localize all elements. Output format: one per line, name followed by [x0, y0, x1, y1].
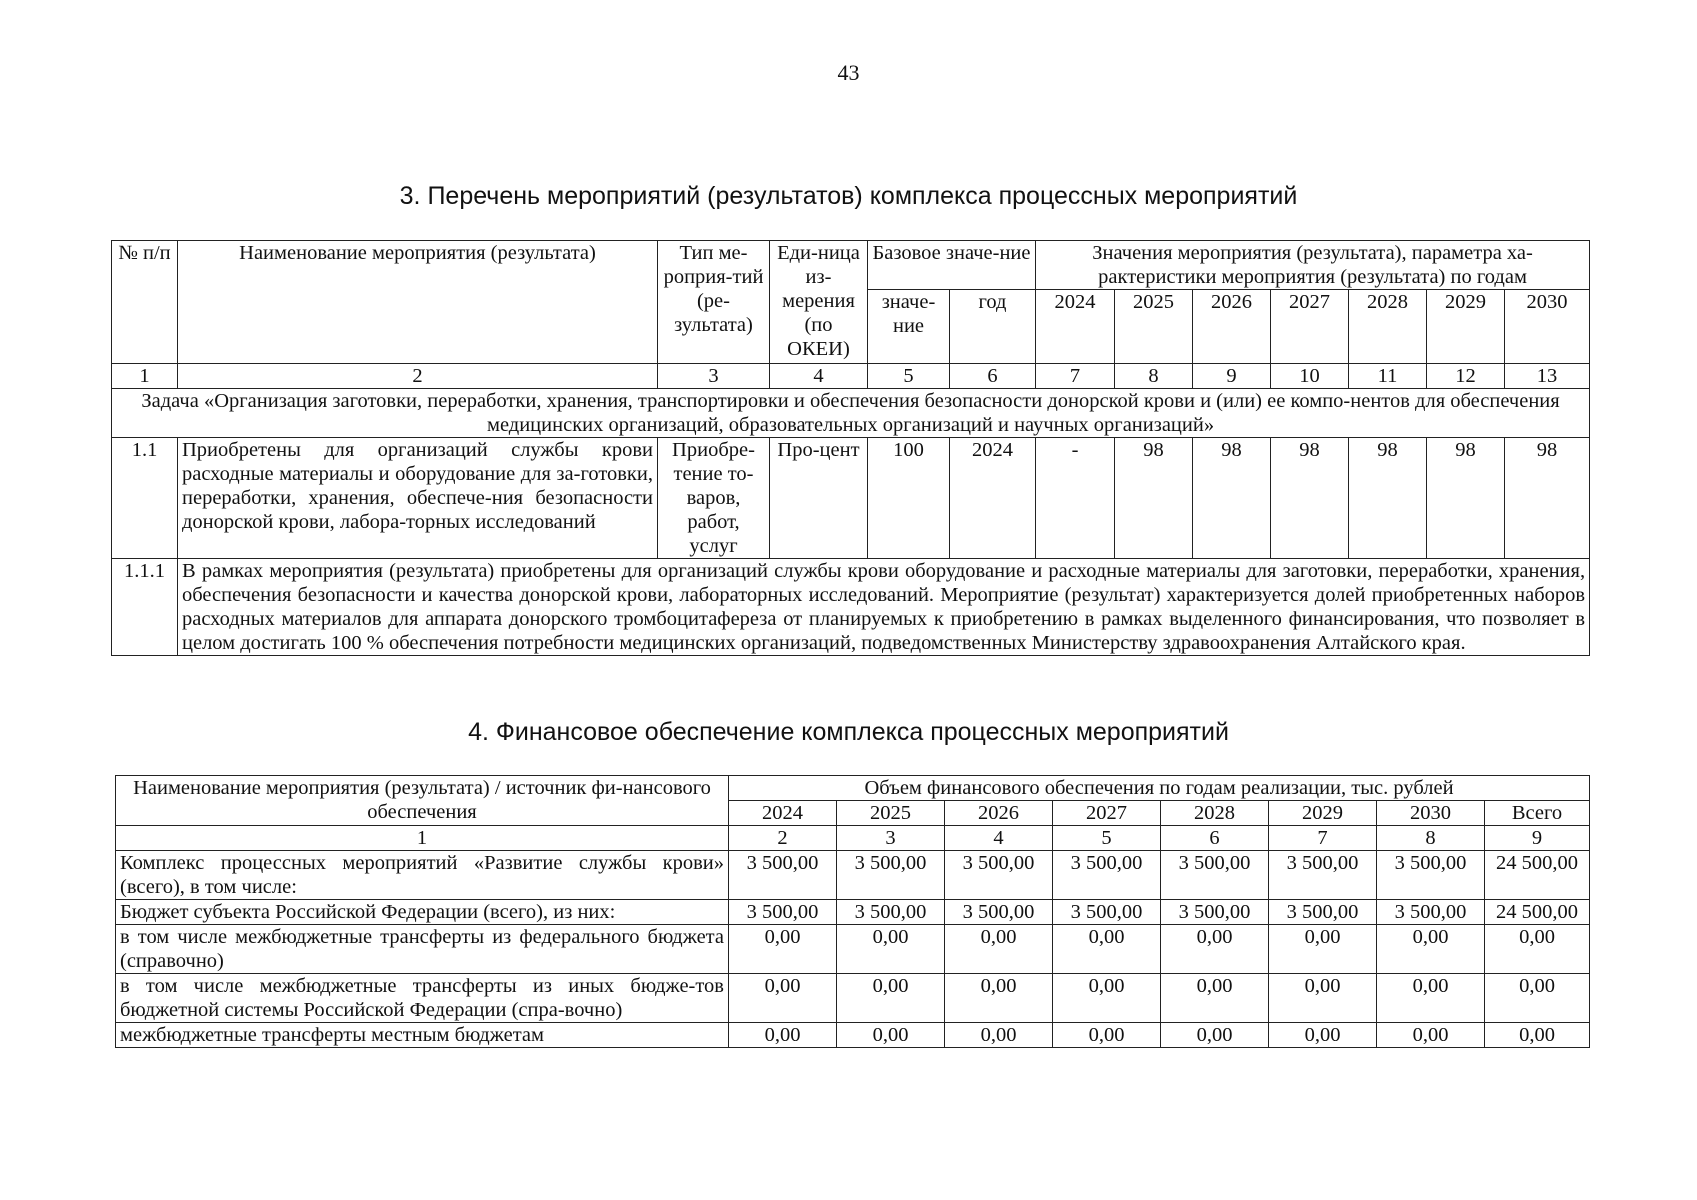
column-number: 4: [770, 364, 868, 389]
fin-value: 0,00: [837, 1023, 945, 1048]
fin-value: 3 500,00: [1377, 851, 1485, 900]
fin-value: 3 500,00: [1269, 851, 1377, 900]
fin-value-total: 0,00: [1485, 1023, 1590, 1048]
activity-value: 98: [1505, 438, 1590, 559]
activity-name: Приобретены для организаций службы крови расходные материалы и оборудование для за-готовки, переработки, хранения, обеспече-ния безопасности донорской крови, лабора-торных исследований: [178, 438, 658, 559]
fin-value: 0,00: [1053, 925, 1161, 974]
column-number: 5: [868, 364, 950, 389]
fin-value: 0,00: [1161, 974, 1269, 1023]
fin-value: 3 500,00: [1161, 900, 1269, 925]
activity-type: Приобре-тение то-варов, работ, услуг: [658, 438, 770, 559]
activity-value: -: [1036, 438, 1115, 559]
activity-base-value: 100: [868, 438, 950, 559]
column-number: 8: [1377, 826, 1485, 851]
fin-value: 0,00: [945, 1023, 1053, 1048]
fin-row-name: в том числе межбюджетные трансферты из иных бюдже-тов бюджетной системы Российской Федерации (спра-вочно): [116, 974, 729, 1023]
activity-description: В рамках мероприятия (результата) приобретены для организаций службы крови оборудование и расходные материалы для заготовки, переработки, хранения, обеспечения безопасности и качества донорской крови, лабораторных исследований. Мероприятие (результат) характеризуется долей приобретенных наборов расходных материалов для аппарата донорского тромбоцитафереза от планируемых к приобретению в рамках выделенного финансирования, что позволяет в целом достигать 100 % обеспечения потребности медицинских организаций, подведомственных Министерству здравоохранения Алтайского края.: [178, 559, 1590, 656]
activity-unit: Про-цент: [770, 438, 868, 559]
fin-value: 3 500,00: [837, 900, 945, 925]
column-number: 11: [1349, 364, 1427, 389]
header-unit: Еди-ница из-мерения (по ОКЕИ): [770, 241, 868, 364]
fin-value-total: 0,00: [1485, 925, 1590, 974]
fin-value: 0,00: [729, 925, 837, 974]
column-number: 12: [1427, 364, 1505, 389]
column-number: 6: [950, 364, 1036, 389]
activity-row-1-1-1: [112, 559, 1590, 656]
task-text: Задача «Организация заготовки, переработки, хранения, транспортировки и обеспечения безопасности донорской крови и (или) ее компо-нентов для обеспечения медицинских организаций, образовательных организаций и научных организаций»: [112, 389, 1590, 438]
fin-value: 0,00: [1161, 925, 1269, 974]
fin-value: 0,00: [1377, 925, 1485, 974]
fin-row-name: Комплекс процессных мероприятий «Развитие службы крови» (всего), в том числе:: [116, 851, 729, 900]
page-number: 43: [837, 60, 860, 85]
header-year: 2025: [1115, 290, 1193, 364]
fin-header-row-1: [116, 776, 1590, 801]
header-year: 2028: [1349, 290, 1427, 364]
fin-value: 3 500,00: [1269, 900, 1377, 925]
fin-value-total: 0,00: [1485, 974, 1590, 1023]
fin-value: 3 500,00: [1161, 851, 1269, 900]
header-type: Тип ме-роприя-тий (ре-зультата): [658, 241, 770, 364]
fin-row: [116, 900, 1590, 925]
column-number: 5: [1053, 826, 1161, 851]
section-4-title: 4. Финансовое обеспечение комплекса процессных мероприятий: [468, 718, 1229, 746]
column-number: 3: [658, 364, 770, 389]
fin-row-name: в том числе межбюджетные трансферты из федерального бюджета (справочно): [116, 925, 729, 974]
fin-header-year: 2024: [729, 801, 837, 826]
column-numbers-row: [112, 364, 1590, 389]
fin-value: 3 500,00: [1377, 900, 1485, 925]
column-number: 2: [178, 364, 658, 389]
column-number: 4: [945, 826, 1053, 851]
activity-value: 98: [1349, 438, 1427, 559]
header-name: Наименование мероприятия (результата): [178, 241, 658, 364]
fin-value: 0,00: [1269, 1023, 1377, 1048]
activity-num: 1.1: [112, 438, 178, 559]
fin-row-name: Бюджет субъекта Российской Федерации (всего), из них:: [116, 900, 729, 925]
fin-value: 0,00: [837, 925, 945, 974]
column-number: 9: [1485, 826, 1590, 851]
header-year: 2027: [1271, 290, 1349, 364]
column-number: 7: [1269, 826, 1377, 851]
activity-value: 98: [1115, 438, 1193, 559]
section-3-title: 3. Перечень мероприятий (результатов) комплекса процессных мероприятий: [399, 182, 1298, 210]
fin-value-total: 24 500,00: [1485, 900, 1590, 925]
fin-header-year: 2030: [1377, 801, 1485, 826]
fin-row: [116, 1023, 1590, 1048]
activity-value: 98: [1427, 438, 1505, 559]
column-number: 7: [1036, 364, 1115, 389]
column-number: 13: [1505, 364, 1590, 389]
fin-header-year: 2028: [1161, 801, 1269, 826]
fin-row: [116, 851, 1590, 900]
header-year: 2024: [1036, 290, 1115, 364]
fin-header-year: 2026: [945, 801, 1053, 826]
fin-value: 3 500,00: [729, 900, 837, 925]
column-number: 6: [1161, 826, 1269, 851]
column-number: 1: [116, 826, 729, 851]
fin-value: 0,00: [1269, 925, 1377, 974]
fin-value: 3 500,00: [729, 851, 837, 900]
fin-header-name: Наименование мероприятия (результата) / источник фи-нансового обеспечения: [116, 776, 729, 826]
column-number: 1: [112, 364, 178, 389]
fin-value: 0,00: [1377, 1023, 1485, 1048]
fin-value: 0,00: [945, 925, 1053, 974]
activity-base-year: 2024: [950, 438, 1036, 559]
header-base-value: значе-ние: [868, 290, 950, 364]
fin-column-numbers-row: [116, 826, 1590, 851]
column-number: 2: [729, 826, 837, 851]
fin-value: 0,00: [729, 974, 837, 1023]
activity-num: 1.1.1: [112, 559, 178, 656]
header-year: 2026: [1193, 290, 1271, 364]
fin-header-year: 2025: [837, 801, 945, 826]
fin-value: 0,00: [1377, 974, 1485, 1023]
fin-header-total: Всего: [1485, 801, 1590, 826]
header-base-year: год: [950, 290, 1036, 364]
header-values: Значения мероприятия (результата), параметра ха-рактеристики мероприятия (результата) по годам: [1036, 241, 1590, 290]
column-number: 9: [1193, 364, 1271, 389]
fin-row-name: межбюджетные трансферты местным бюджетам: [116, 1023, 729, 1048]
fin-row: [116, 974, 1590, 1023]
financing-table: [115, 775, 1590, 1048]
activity-value: 98: [1271, 438, 1349, 559]
fin-header-year: 2029: [1269, 801, 1377, 826]
fin-value: 0,00: [729, 1023, 837, 1048]
column-number: 8: [1115, 364, 1193, 389]
fin-value-total: 24 500,00: [1485, 851, 1590, 900]
header-year: 2030: [1505, 290, 1590, 364]
header-year: 2029: [1427, 290, 1505, 364]
header-num: № п/п: [112, 241, 178, 364]
fin-value: 0,00: [1269, 974, 1377, 1023]
fin-value: 0,00: [945, 974, 1053, 1023]
fin-value: 3 500,00: [1053, 900, 1161, 925]
task-row: [112, 389, 1590, 438]
fin-value: 0,00: [1053, 1023, 1161, 1048]
column-number: 10: [1271, 364, 1349, 389]
fin-value: 3 500,00: [837, 851, 945, 900]
column-number: 3: [837, 826, 945, 851]
header-base: Базовое значе-ние: [868, 241, 1036, 290]
fin-value: 0,00: [1053, 974, 1161, 1023]
activities-table: [111, 240, 1590, 656]
fin-value: 3 500,00: [945, 851, 1053, 900]
fin-row: [116, 925, 1590, 974]
activity-row-1-1: [112, 438, 1590, 559]
fin-value: 3 500,00: [1053, 851, 1161, 900]
activity-value: 98: [1193, 438, 1271, 559]
fin-value: 3 500,00: [945, 900, 1053, 925]
fin-value: 0,00: [1161, 1023, 1269, 1048]
header-row-1: [112, 241, 1590, 290]
fin-header-year: 2027: [1053, 801, 1161, 826]
fin-value: 0,00: [837, 974, 945, 1023]
fin-header-volume: Объем финансового обеспечения по годам реализации, тыс. рублей: [729, 776, 1590, 801]
